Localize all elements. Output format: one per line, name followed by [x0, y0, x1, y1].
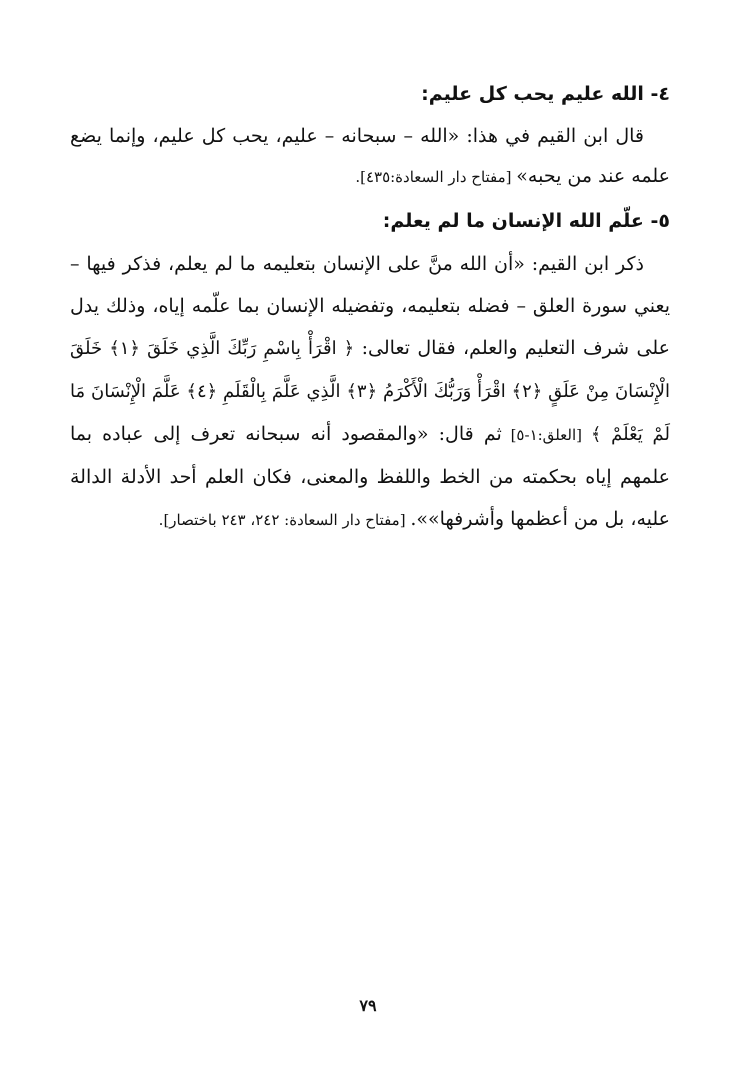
section-4-heading: ٤- الله عليم يحب كل عليم:: [421, 83, 670, 105]
section-5-text-part1: ذكر ابن القيم: «أن الله منَّ على الإنسان بتعليمه ما لم يعلم، فذكر فيها – يعني سورة العلق – فضله بتعليمه، وتفضيله الإنسان بما علّمه إياه، وذلك يدل على شرف التعليم والعلم، فقال تعالى:: [70, 253, 670, 359]
section-5-paragraph: [70, 243, 670, 541]
quran-verse: ﴿ اقْرَأْ بِاسْمِ رَبِّكَ الَّذِي خَلَقَ ﴿١﴾ خَلَقَ الْإِنْسَانَ مِنْ عَلَقٍ ﴿٢﴾ اقْرَأْ وَرَبُّكَ الْأَكْرَمُ ﴿٣﴾ الَّذِي عَلَّمَ بِالْقَلَمِ ﴿٤﴾ عَلَّمَ الْإِنْسَانَ مَا لَمْ يَعْلَمْ ﴾: [70, 338, 670, 445]
section-5-heading: ٥- علّم الله الإنسان ما لم يعلم:: [382, 210, 670, 232]
section-4-body-text: قال ابن القيم في هذا: «الله – سبحانه – عليم، يحب كل عليم، وإنما يضع علمه عند من يحبه»: [70, 125, 670, 187]
page-content: [70, 74, 670, 541]
section-4-citation: [مفتاح دار السعادة:٤٣٥].: [355, 168, 517, 186]
section-4-paragraph: [70, 116, 670, 197]
section-5-citation: [مفتاح دار السعادة: ٢٤٢، ٢٤٣ باختصار].: [158, 511, 411, 529]
section-5-text-part2: ثم قال: «والمقصود أنه سبحانه تعرف إلى عباده بما علمهم إياه بحكمته من الخط واللفظ والمعنى، فكان العلم أحد الأدلة الدالة عليه، بل من أعظمها وأشرفها»».: [70, 423, 670, 530]
page-number: ٧٩: [359, 996, 377, 1015]
verse-reference: [العلق:١-٥]: [501, 426, 591, 444]
